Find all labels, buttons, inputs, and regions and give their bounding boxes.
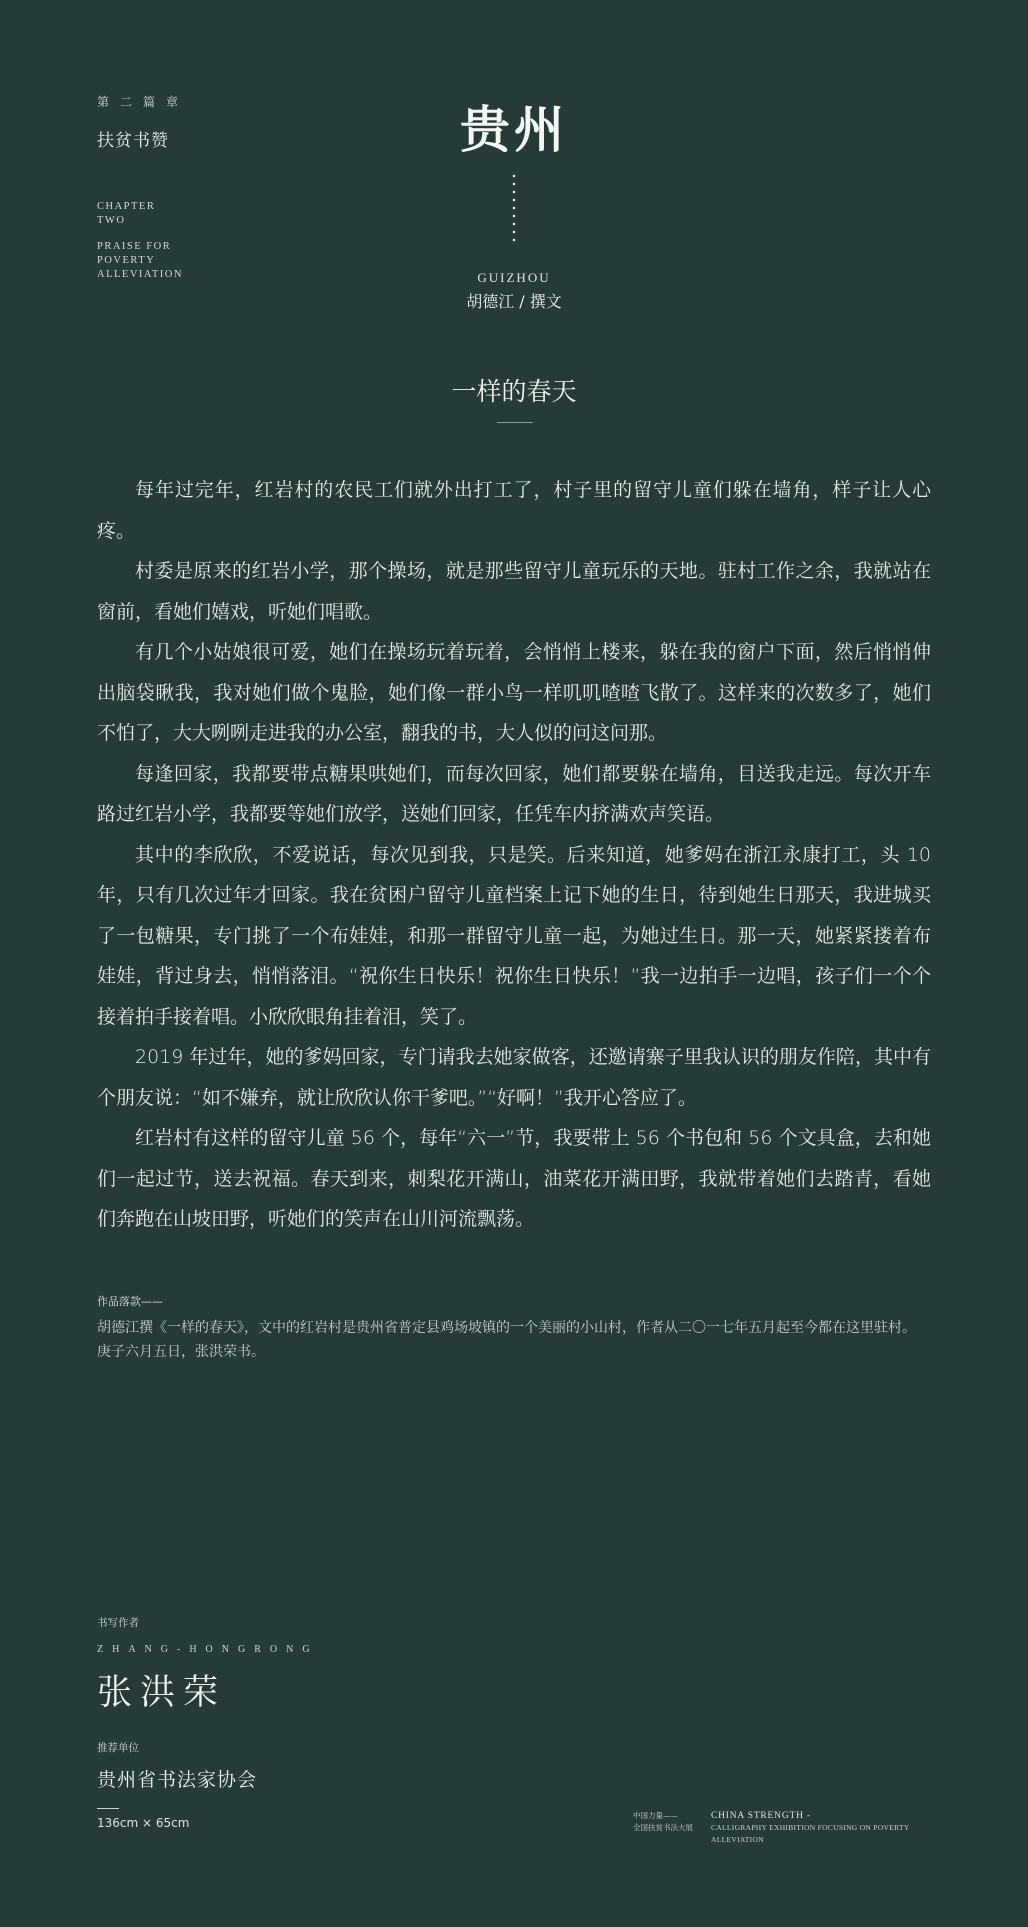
chapter-en-line: CHAPTER [97,201,156,212]
paragraph: 每逢回家，我都要带点糖果哄她们，而每次回家，她们都要躲在墙角，目送我走远。每次开车路过红岩小学，我都要等她们放学，送她们回家，任凭车内挤满欢声笑语。 [97,762,931,825]
paragraph: 红岩村有这样的留守儿童 56 个，每年“六一”节，我要带上 56 个书包和 56 个文具盒，去和她们一起过节，送去祝福。春天到来，刺梨花开满山，油菜花开满田野，我就带着她们去踏青，看她们奔跑在山坡田野，听她们的笑声在山川河流飘荡。 [97,1127,931,1230]
org-label: 推荐单位 [97,1742,139,1754]
chapter-subtitle: 扶贫书赞 [97,131,169,151]
article-body [97,470,931,1240]
chapter-en-label [97,200,217,228]
author-byline: 胡德江 / 撰文 [466,292,562,311]
chapter-en-line: PRAISE FOR [97,241,172,252]
inscription-label: 作品落款—— [97,1295,163,1308]
writer-label: 书写作者 [97,1617,139,1629]
brand-line: 全国扶贫书法大展 [633,1823,693,1832]
writer-name-en: ZHANG-HONGRONG [97,1644,319,1655]
paragraph: 有几个小姑娘很可爱，她们在操场玩着玩着，会悄悄上楼来，躲在我的窗户下面，然后悄悄伸出脑袋瞅我，我对她们做个鬼脸，她们像一群小鸟一样叽叽喳喳飞散了。这样来的次数多了，她们不怕了，大大咧咧走进我的办公室，翻我的书，大人似的问这问那。 [97,641,931,744]
artwork-size: 136cm × 65cm [97,1816,190,1830]
paragraph: 每年过完年，红岩村的农民工们就外出打工了，村子里的留守儿童们躲在墙角，样子让人心疼。 [97,479,931,542]
chapter-en-line: POVERTY [97,255,156,266]
page-title-en: GUIZHOU [477,270,551,285]
paragraph: 2019 年过年，她的爹妈回家，专门请我去她家做客，还邀请寨子里我认识的朋友作陪，其中有个朋友说：“如不嫌弃，就让欣欣认你干爹吧。”“好啊！”我开心答应了。 [97,1046,931,1109]
title-underline [497,422,533,423]
exhibition-brand-cn [633,1810,703,1834]
brand-line: 中国力量—— [633,1811,678,1820]
exhibition-brand-en [711,1810,941,1846]
chapter-en-line: ALLEVIATION [97,269,183,280]
org-name: 贵州省书法家协会 [97,1769,258,1791]
inscription-text: 胡德江撰《一样的春天》，文中的红岩村是贵州省普定县鸡场坡镇的一个美丽的小山村，作者从二〇一七年五月起至今都在这里驻村。庚子六月五日，张洪荣书。 [97,1320,916,1360]
chapter-en-line: TWO [97,215,126,226]
page-title: 贵州 [460,100,568,159]
chapter-en-subtitle [97,240,217,282]
paragraph: 村委是原来的红岩小学，那个操场，就是那些留守儿童玩乐的天地。驻村工作之余，我就站在窗前，看她们嬉戏，听她们唱歌。 [97,560,931,623]
brand-line: CALLIGRAPHY EXHIBITION FOCUSING ON POVERTY ALLEVIATION [711,1823,910,1844]
chapter-number: 第二篇章 [97,95,190,109]
brand-line: CHINA STRENGTH - [711,1811,811,1821]
writer-name: 张洪荣 [97,1673,227,1713]
dotted-divider [512,172,516,244]
paragraph: 其中的李欣欣，不爱说话，每次见到我，只是笑。后来知道，她爹妈在浙江永康打工，头 10 年，只有几次过年才回家。我在贫困户留守儿童档案上记下她的生日，待到她生日那天，我进城买了一包糖果，专门挑了一个布娃娃，和那一群留守儿童一起，为她过生日。那一天，她紧紧搂着布娃娃，背过身去，悄悄落泪。“祝你生日快乐！祝你生日快乐！”我一边拍手一边唱，孩子们一个个接着拍手接着唱。小欣欣眼角挂着泪，笑了。 [97,843,931,1028]
article-title: 一样的春天 [451,377,577,406]
size-divider [97,1808,119,1809]
